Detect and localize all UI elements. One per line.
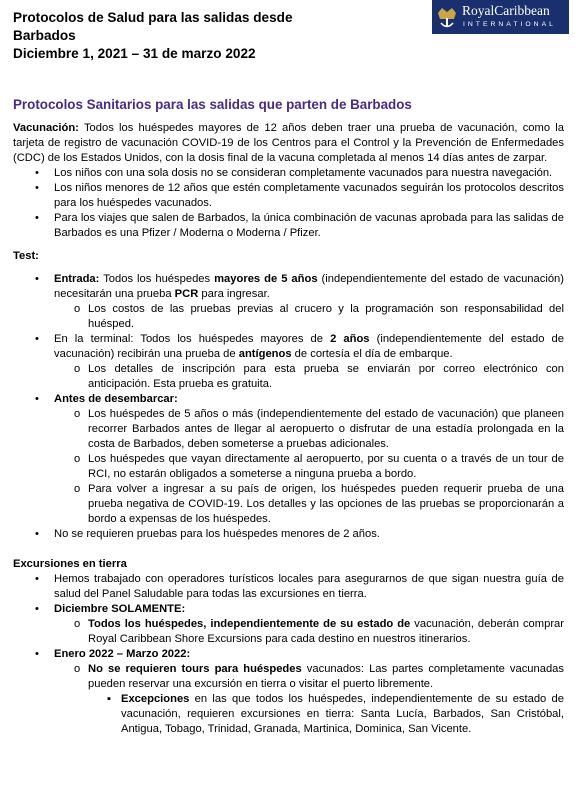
list-item-enero: • Enero 2022 – Marzo 2022: bbox=[35, 648, 191, 660]
list-item: • Los niños menores de 12 años que estén completamente vacunados seguirán los protocolos descritos para los huéspedes vacunados. bbox=[35, 182, 564, 209]
vacunacion-label: Vacunación: bbox=[13, 122, 79, 134]
bullet-marker: • bbox=[35, 573, 39, 585]
header-line-2: Barbados bbox=[13, 28, 76, 43]
document-body bbox=[13, 121, 564, 737]
royal-caribbean-logo bbox=[432, 0, 569, 34]
circle-marker: o bbox=[74, 453, 81, 465]
list-item: • Los niños con una sola dosis no se consideran completamente vacunados para nuestra navegación. bbox=[35, 167, 553, 179]
bullet-marker: • bbox=[35, 333, 39, 345]
sub-list-item: o Los huéspedes de 5 años o más (independientemente del estado de vacunación) que planeen recorrer Barbados antes de llegar al aeropuerto o disfrutar de una estadía prolongada en la costa de Barbados, deben someterse a pruebas adicionales. bbox=[74, 408, 564, 450]
sub-list-item: o No se requieren tours para huéspedes vacunados: Las partes completamente vacunadas pueden reservar una excursión en tierra o visitar el puerto libremente. bbox=[74, 663, 564, 690]
bullet-marker: • bbox=[35, 273, 39, 285]
sub-list-item: o Los huéspedes que vayan directamente al aeropuerto, por su cuenta o a través de un tour de RCI, no estarán obligados a someterse a ninguna prueba a bordo. bbox=[74, 453, 564, 480]
logo-brand-text: RoyalCaribbean bbox=[462, 3, 550, 18]
list-item-desembarcar: • Antes de desembarcar: bbox=[35, 393, 178, 405]
section-title: Protocolos Sanitarios para las salidas que parten de Barbados bbox=[13, 97, 412, 112]
list-item: • Para los viajes que salen de Barbados, la única combinación de vacunas aprobada para las salidas de Barbados es una Pfizer / Moderna o Moderna / Pfizer. bbox=[35, 212, 564, 239]
sub-list-item: o Los detalles de inscripción para esta prueba se enviarán por correo electrónico con anticipación. Esta prueba es gratuita. bbox=[74, 363, 564, 390]
bullet-marker: • bbox=[35, 528, 39, 540]
vacunacion-text: Todos los huéspedes mayores de 12 años deben traer una prueba de vacunación, como la tarjeta de registro de vacunación COVID-19 de los Centros para el Control y la Prevención de Enfermedades (CDC) de los Estados Unidos, con la dosis final de la vacuna completada al menos 14 días antes de zarpar. bbox=[13, 122, 564, 164]
document-header bbox=[13, 9, 433, 63]
bullet-marker: • bbox=[35, 603, 39, 615]
header-line-3: Diciembre 1, 2021 – 31 de marzo 2022 bbox=[13, 46, 256, 61]
bullet-marker: • bbox=[35, 648, 39, 660]
sub-list-item: o Los costos de las pruebas previas al crucero y la programación son responsabilidad del huésped. bbox=[74, 303, 564, 330]
bullet-marker: • bbox=[35, 212, 39, 224]
bullet-marker: • bbox=[35, 167, 39, 179]
list-item-intro: • Hemos trabajado con operadores turísticos locales para asegurarnos de que sigan nuestra guía de salud del Panel Saludable para todas las excursiones en tierra. bbox=[35, 573, 564, 600]
sub-sub-list-item: ▪ Excepciones en las que todos los huéspedes, independientemente de su estado de vacunación, requieren excursiones en tierra: Santa Lucía, Barbados, San Cristóbal, Antigua, Tobago, Trinidad, Granada, Martinica, Dominica, San Vicente. bbox=[107, 693, 564, 735]
circle-marker: o bbox=[74, 363, 81, 375]
test-heading: Test: bbox=[13, 250, 39, 262]
circle-marker: o bbox=[74, 483, 81, 495]
list-item-menores: • No se requieren pruebas para los huéspedes menores de 2 años. bbox=[35, 528, 380, 540]
circle-marker: o bbox=[74, 663, 81, 675]
header-line-1: Protocolos de Salud para las salidas desde bbox=[13, 10, 293, 25]
excursiones-heading: Excursiones en tierra bbox=[13, 558, 127, 570]
sub-list-item: o Todos los huéspedes, independientemente de su estado de vacunación, deberán comprar Royal Caribbean Shore Excursions para cada destino en nuestros itinerarios. bbox=[74, 618, 564, 645]
list-item-terminal: • En la terminal: Todos los huéspedes mayores de 2 años (independientemente del estado de vacunación) recibirán una prueba de antígenos de cortesía el día de embarque. bbox=[35, 333, 564, 360]
crown-anchor-icon bbox=[436, 4, 458, 30]
sub-list-item: o Para volver a ingresar a su país de origen, los huéspedes pueden requerir prueba de una prueba negativa de COVID-19. Los detalles y las opciones de las pruebas se proporcionarán a bordo a expensas de los huéspedes. bbox=[74, 483, 564, 525]
vacunacion-paragraph bbox=[13, 121, 564, 166]
logo-sub-text: INTERNATIONAL bbox=[463, 21, 556, 28]
list-item-entrada: • Entrada: Todos los huéspedes mayores de 5 años (independientemente del estado de vacunación) necesitarán una prueba PCR para ingresar. bbox=[35, 273, 564, 300]
circle-marker: o bbox=[74, 303, 81, 315]
list-item-diciembre: • Diciembre SOLAMENTE: bbox=[35, 603, 186, 615]
circle-marker: o bbox=[74, 408, 81, 420]
bullet-marker: • bbox=[35, 393, 39, 405]
circle-marker: o bbox=[74, 618, 81, 630]
bullet-marker: • bbox=[35, 182, 39, 194]
square-marker: ▪ bbox=[107, 693, 111, 705]
